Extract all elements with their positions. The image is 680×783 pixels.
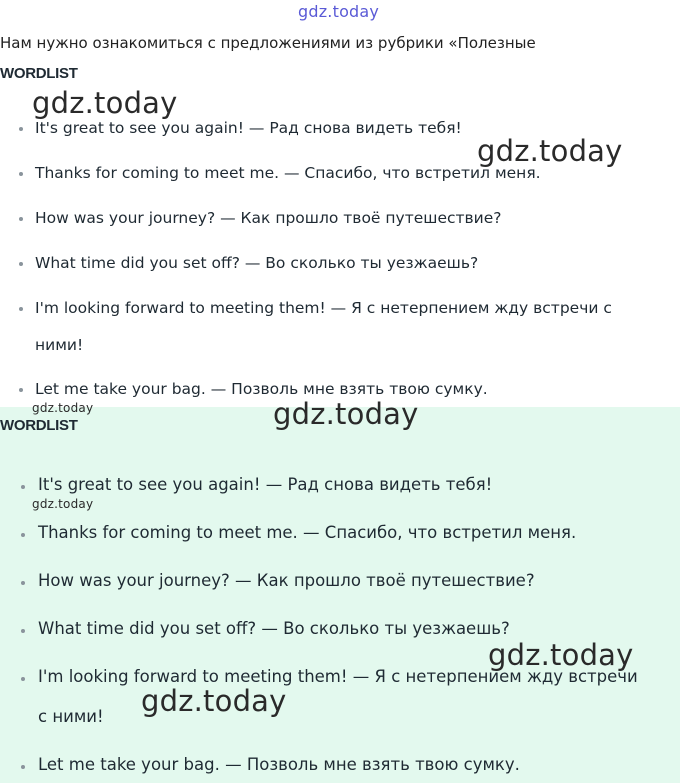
- list-item-text: Thanks for coming to meet me. — Спасибо, что встретил меня.: [38, 523, 577, 542]
- list-item-text-continued: ними!: [35, 336, 84, 354]
- list-item-text: What time did you set off? — Во сколько ты уезжаешь?: [35, 254, 479, 272]
- bullet-icon: [19, 262, 23, 266]
- section-b-heading: WORDLIST: [0, 417, 78, 434]
- bullet-icon: [21, 677, 25, 681]
- list-item-text: Let me take your bag. — Позволь мне взять твою сумку.: [35, 380, 488, 398]
- bullet-icon: [21, 581, 25, 585]
- wordlist-section-b: [0, 407, 680, 783]
- bullet-icon: [19, 217, 23, 221]
- bullet-icon: [21, 485, 25, 489]
- watermark: gdz.today: [32, 497, 94, 511]
- list-item-text: Let me take your bag. — Позволь мне взять твою сумку.: [38, 755, 520, 774]
- bullet-icon: [19, 127, 23, 131]
- watermark: gdz.today: [32, 86, 178, 120]
- list-item-text: I'm looking forward to meeting them! — Я с нетерпением жду встречи: [38, 667, 638, 686]
- bullet-icon: [21, 765, 25, 769]
- bullet-icon: [21, 533, 25, 537]
- bullet-icon: [19, 388, 23, 392]
- list-item-text: It's great to see you again! — Рад снова видеть тебя!: [35, 119, 462, 137]
- list-item-text: What time did you set off? — Во сколько ты уезжаешь?: [38, 619, 510, 638]
- bullet-icon: [21, 629, 25, 633]
- watermark: gdz.today: [32, 401, 94, 415]
- watermark: gdz.today: [273, 397, 419, 431]
- intro-text: Нам нужно ознакомиться с предложениями из рубрики «Полезные: [0, 34, 536, 52]
- list-item-text: I'm looking forward to meeting them! — Я с нетерпением жду встречи с: [35, 299, 612, 317]
- list-item-text: Thanks for coming to meet me. — Спасибо, что встретил меня.: [35, 164, 541, 182]
- watermark: gdz.today: [477, 134, 623, 168]
- list-item-text: It's great to see you again! — Рад снова видеть тебя!: [38, 475, 493, 494]
- watermark: gdz.today: [141, 684, 287, 718]
- section-a-heading: WORDLIST: [0, 65, 78, 82]
- list-item-text: How was your journey? — Как прошло твоё путешествие?: [38, 571, 535, 590]
- list-item-text-continued: с ними!: [38, 707, 104, 726]
- watermark-top: gdz.today: [298, 2, 380, 21]
- bullet-icon: [19, 307, 23, 311]
- list-item-text: How was your journey? — Как прошло твоё путешествие?: [35, 209, 502, 227]
- bullet-icon: [19, 172, 23, 176]
- watermark: gdz.today: [488, 638, 634, 672]
